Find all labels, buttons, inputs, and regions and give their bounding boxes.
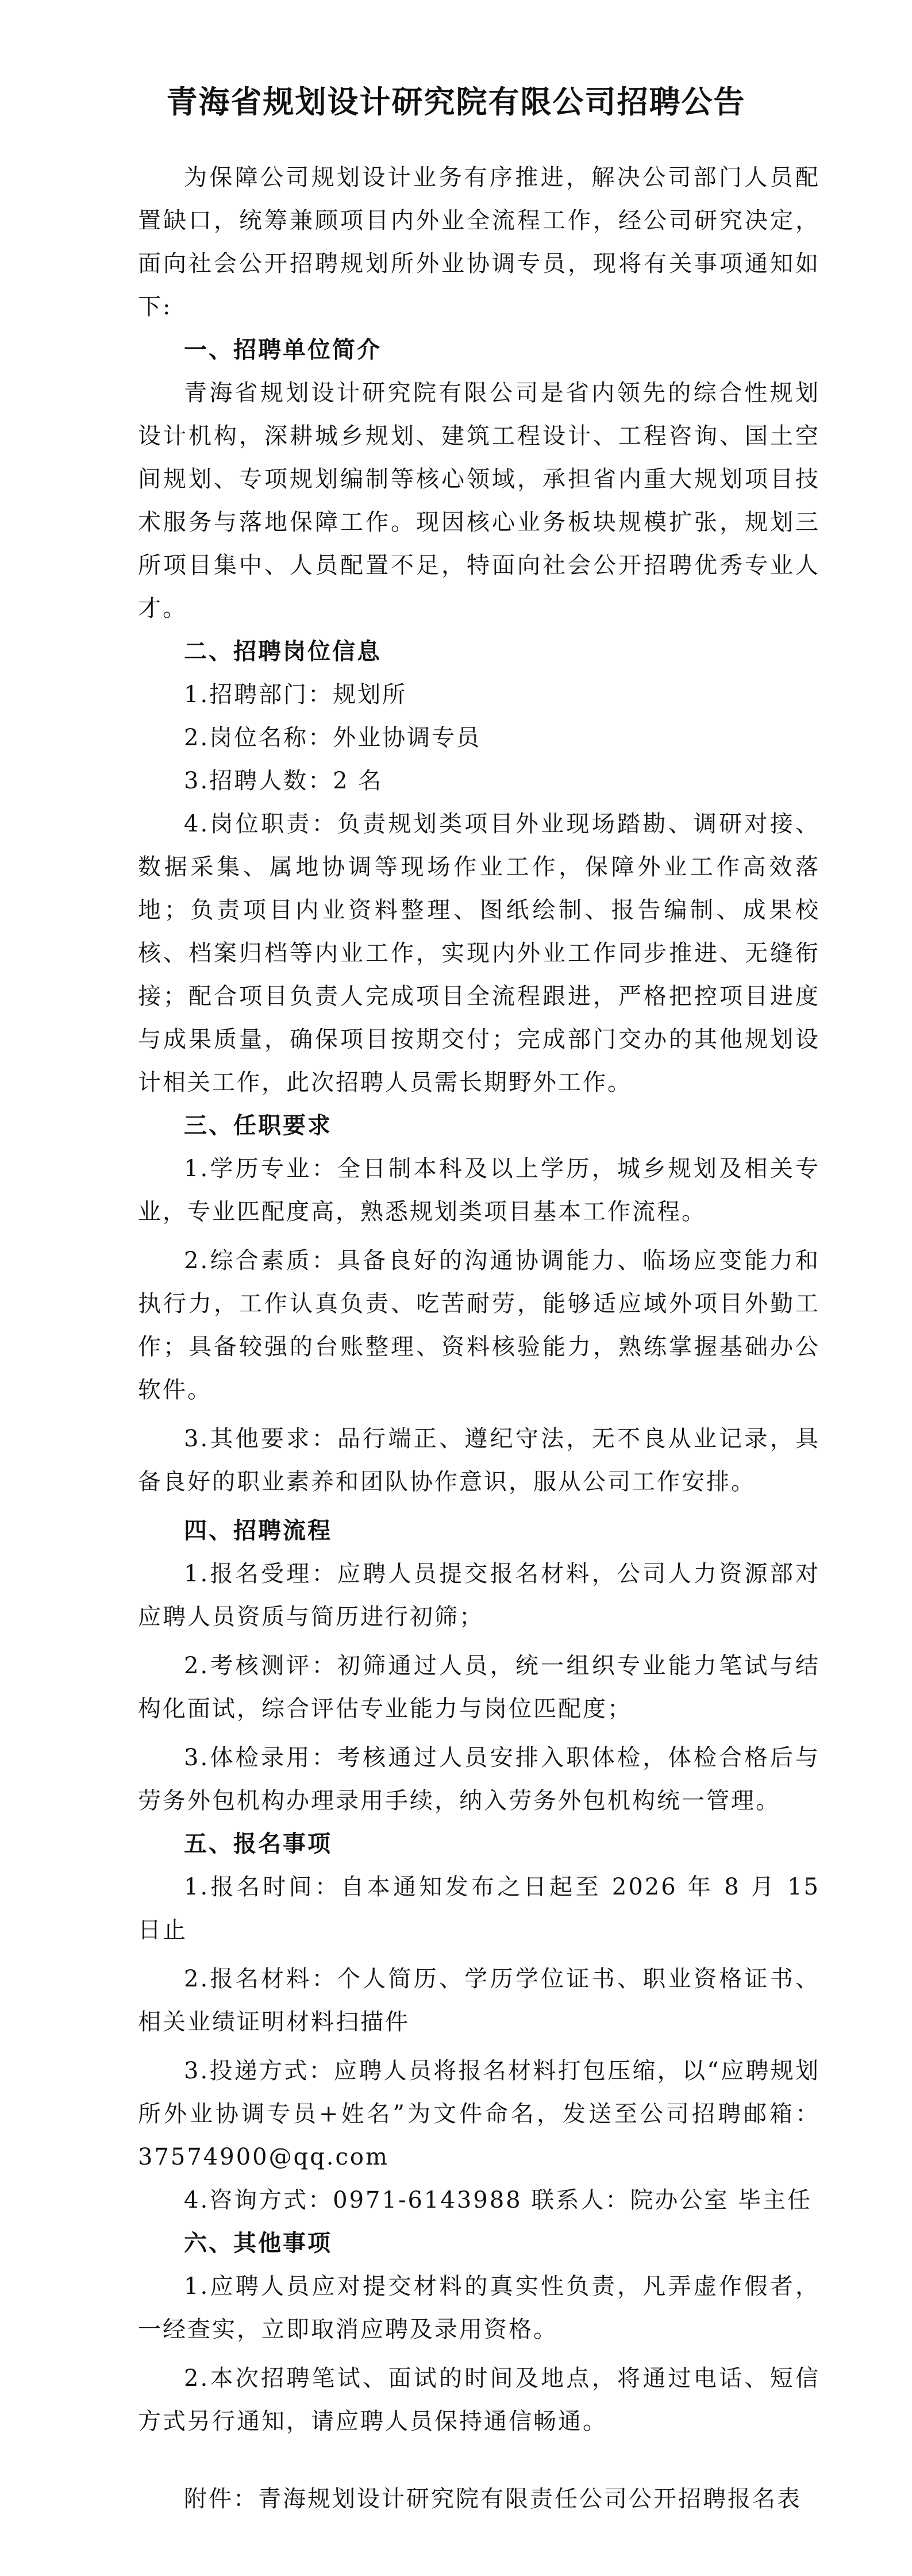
section-company-intro bbox=[138, 329, 820, 630]
section-other bbox=[138, 2222, 820, 2443]
section-paragraph: 青海省规划设计研究院有限公司是省内领先的综合性规划设计机构，深耕城乡规划、建筑工程设计、工程咨询、国土空间规划、专项规划编制等核心领域，承担省内重大规划项目技术服务与落地保障工作。现因核心业务板块规模扩张，规划三所项目集中、人员配置不足，特面向社会公开招聘优秀专业人才。 bbox=[138, 380, 820, 622]
section-paragraph: 3.投递方式：应聘人员将报名材料打包压缩，以“应聘规划所外业协调专员+姓名”为文件命名，发送至公司招聘邮箱：37574900@qq.com bbox=[138, 2058, 820, 2170]
section-paragraph: 4.岗位职责：负责规划类项目外业现场踏勘、调研对接、数据采集、属地协调等现场作业工作，保障外业工作高效落地；负责项目内业资料整理、图纸绘制、报告编制、成果校核、档案归档等内业工作，实现内外业工作同步推进、无缝衔接；配合项目负责人完成项目全流程跟进，严格把控项目进度与成果质量，确保项目按期交付；完成部门交办的其他规划设计相关工作，此次招聘人员需长期野外工作。 bbox=[138, 811, 820, 1096]
section-paragraph: 2.综合素质：具备良好的沟通协调能力、临场应变能力和执行力，工作认真负责、吃苦耐劳，能够适应域外项目外勤工作；具备较强的台账整理、资料核验能力，熟练掌握基础办公软件。 bbox=[138, 1247, 820, 1403]
intro-paragraph: 为保障公司规划设计业务有序推进，解决公司部门人员配置缺口，统筹兼顾项目内外业全流程工作，经公司研究决定，面向社会公开招聘规划所外业协调专员，现将有关事项通知如下: bbox=[138, 164, 820, 320]
section-heading: 二、招聘岗位信息 bbox=[184, 638, 382, 665]
section-heading: 六、其他事项 bbox=[184, 2230, 332, 2257]
section-paragraph: 1.应聘人员应对提交材料的真实性负责，凡弄虚作假者，一经查实，立即取消应聘及录用资格。 bbox=[138, 2273, 820, 2343]
section-position-info bbox=[138, 630, 820, 1104]
page-title: 青海省规划设计研究院有限公司招聘公告 bbox=[166, 84, 746, 120]
section-heading: 一、招聘单位简介 bbox=[184, 337, 382, 363]
section-paragraph: 3.招聘人数：2 名 bbox=[184, 768, 383, 794]
section-heading: 四、招聘流程 bbox=[184, 1518, 332, 1544]
section-heading: 三、任职要求 bbox=[184, 1112, 332, 1139]
section-heading: 五、报名事项 bbox=[184, 1831, 332, 1857]
section-paragraph: 3.其他要求：品行端正、遵纪守法，无不良从业记录，具备良好的职业素养和团队协作意识，服从公司工作安排。 bbox=[138, 1426, 820, 1495]
section-paragraph: 4.咨询方式：0971-6143988 联系人：院办公室 毕主任 bbox=[184, 2187, 813, 2213]
section-paragraph: 2.报名材料：个人简历、学历学位证书、职业资格证书、相关业绩证明材料扫描件 bbox=[138, 1966, 820, 2035]
section-registration bbox=[138, 1823, 820, 2222]
section-paragraph: 2.本次招聘笔试、面试的时间及地点，将通过电话、短信方式另行通知，请应聘人员保持通信畅通。 bbox=[138, 2365, 820, 2435]
section-paragraph: 1.报名时间：自本通知发布之日起至 2026 年 8 月 15 日止 bbox=[138, 1874, 820, 1943]
section-process bbox=[138, 1510, 820, 1823]
section-paragraph: 3.体检录用：考核通过人员安排入职体检，体检合格后与劳务外包机构办理录用手续，纳入劳务外包机构统一管理。 bbox=[138, 1745, 820, 1814]
attachment-note: 附件：青海规划设计研究院有限责任公司公开招聘报名表 bbox=[184, 2486, 802, 2512]
section-paragraph: 2.考核测评：初筛通过人员，统一组织专业能力笔试与结构化面试，综合评估专业能力与岗位匹配度； bbox=[138, 1653, 820, 1722]
section-paragraph: 2.岗位名称：外业协调专员 bbox=[184, 725, 482, 751]
section-requirements bbox=[138, 1104, 820, 1504]
section-paragraph: 1.学历专业：全日制本科及以上学历，城乡规划及相关专业，专业匹配度高，熟悉规划类项目基本工作流程。 bbox=[138, 1156, 820, 1225]
section-paragraph: 1.报名受理：应聘人员提交报名材料，公司人力资源部对应聘人员资质与简历进行初筛； bbox=[138, 1561, 820, 1630]
section-paragraph: 1.招聘部门：规划所 bbox=[184, 681, 407, 708]
